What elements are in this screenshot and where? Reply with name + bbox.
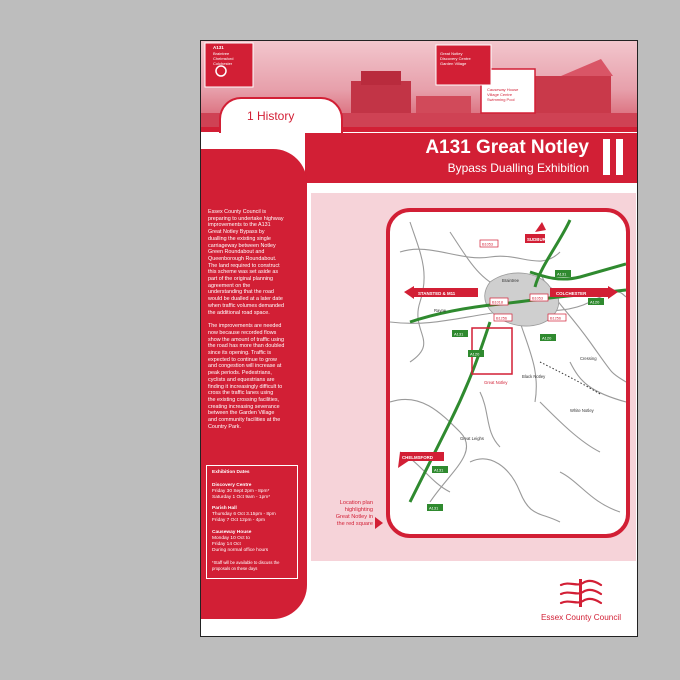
road-label: A120 bbox=[542, 335, 552, 341]
page-title: A131 Great Notley bbox=[425, 137, 589, 158]
sign-bottom-text bbox=[487, 87, 533, 102]
road-label: A131 bbox=[429, 505, 439, 511]
minor-road-label: B1053 bbox=[532, 296, 543, 301]
destination-label: STANSTED & M11 bbox=[418, 291, 456, 296]
place-label: White Notley bbox=[570, 408, 594, 413]
destination-label: CHELMSFORD bbox=[402, 455, 433, 460]
intro-line: and congestion will increase at bbox=[208, 363, 282, 370]
exhibition-poster bbox=[200, 40, 638, 637]
sign-line: Garden Village bbox=[440, 61, 467, 66]
road-label: A120 bbox=[470, 351, 480, 357]
staff-note: *Staff will be available to discuss the bbox=[212, 560, 280, 565]
essex-seaxes-logo-icon bbox=[531, 577, 631, 611]
place-label: Black Notley bbox=[522, 374, 546, 379]
council-logo bbox=[531, 577, 631, 627]
road-label: A120 bbox=[590, 299, 600, 305]
intro-line: part of the original planning bbox=[208, 276, 274, 283]
venue-line: Friday 30 Sept 2pm - 8pm* bbox=[212, 489, 270, 494]
title-bar bbox=[305, 133, 637, 183]
sign-line: Chelmsford bbox=[213, 55, 234, 61]
intro-line: carriageway between Notley bbox=[208, 242, 276, 249]
dualling-bars-icon bbox=[603, 139, 625, 175]
place-label-highlight: Great Notley bbox=[484, 380, 508, 385]
destination-label: SUDBURY bbox=[527, 237, 549, 242]
destination-label: COLCHESTER bbox=[556, 291, 587, 296]
exhibition-heading: Exhibition Dates bbox=[212, 470, 250, 475]
road-label: A131 bbox=[454, 331, 464, 337]
venue-line: Friday 7 Oct 12pm - 4pm bbox=[212, 518, 266, 523]
intro-line: dualling the existing single bbox=[208, 235, 271, 242]
intro-line: creating increasing severance bbox=[208, 403, 280, 410]
intro-line: show the amount of traffic using bbox=[208, 336, 285, 343]
intro-line: expected to continue to grow bbox=[208, 356, 277, 363]
intro-line: finding it increasingly difficult to bbox=[208, 383, 283, 390]
history-tab[interactable] bbox=[219, 97, 343, 133]
intro-line: Country Park. bbox=[208, 423, 241, 430]
intro-paragraph-2 bbox=[208, 323, 300, 430]
intro-paragraph-1 bbox=[208, 209, 300, 316]
intro-line: Great Notley Bypass by bbox=[208, 229, 265, 236]
caption-line: the red square bbox=[336, 521, 373, 527]
venue-line: During normal office hours bbox=[212, 548, 269, 553]
intro-line: cross the traffic lanes using bbox=[208, 390, 274, 397]
intro-line: understanding that the road bbox=[208, 289, 274, 296]
sign-line: Causeway House bbox=[487, 87, 519, 92]
map-caption bbox=[317, 500, 373, 528]
sign-left-text bbox=[213, 45, 253, 66]
intro-line: since its opening. Traffic is bbox=[208, 350, 272, 357]
sign-line: Village Centre bbox=[487, 92, 513, 97]
intro-line: peak periods. Pedestrians, bbox=[208, 370, 272, 377]
intro-line: and community facilities at the bbox=[208, 417, 281, 424]
place-label: Great Leighs bbox=[460, 436, 484, 441]
sign-line: Great Notley bbox=[440, 51, 463, 56]
minor-road-label: B1053 bbox=[482, 242, 493, 247]
road-label: A131 bbox=[557, 271, 567, 277]
venue-line: Friday 14 Oct bbox=[212, 542, 241, 547]
intro-line: Essex County Council is bbox=[208, 209, 267, 215]
location-map bbox=[386, 208, 630, 538]
info-sidebar bbox=[201, 149, 307, 619]
sign-line: Braintree bbox=[213, 50, 230, 56]
sign-line: Swimming Pool bbox=[487, 97, 515, 102]
intro-text bbox=[208, 209, 300, 438]
intro-line: The land required to construct bbox=[208, 262, 280, 269]
sign-line: A131 bbox=[213, 45, 224, 50]
sign-line: Colchester bbox=[213, 60, 233, 66]
intro-line: preparing to undertake highway bbox=[208, 215, 284, 222]
venue-line: Monday 10 Oct to bbox=[212, 536, 250, 541]
intro-line: The improvements are needed bbox=[208, 323, 282, 330]
venue-name: Parish Hall bbox=[212, 506, 237, 511]
caption-line: Great Notley in bbox=[335, 514, 373, 520]
venue-name: Causeway House bbox=[212, 530, 252, 535]
intro-line: this scheme was set aside as bbox=[208, 269, 279, 276]
intro-line: between the Garden Village bbox=[208, 410, 275, 417]
venue-line: Thursday 6 Oct 3.15pm - 8pm bbox=[212, 512, 276, 517]
intro-line: improvements to the A131 bbox=[208, 222, 271, 229]
intro-line: agreement on the bbox=[208, 282, 251, 289]
intro-line: Green Roundabout and bbox=[208, 249, 265, 256]
page-subtitle: Bypass Dualling Exhibition bbox=[447, 161, 589, 175]
history-tab-label: 1 History bbox=[247, 109, 295, 123]
venue-line: Saturday 1 Oct 9am - 1pm* bbox=[212, 495, 271, 500]
intro-line: now because recorded flows bbox=[208, 329, 277, 336]
intro-line: the existing crossing facilities, bbox=[208, 396, 280, 403]
staff-note: proposals on these days bbox=[212, 566, 258, 571]
road-label: A131 bbox=[434, 467, 444, 473]
intro-line: would be dualled at a later date bbox=[208, 296, 283, 303]
intro-line: the additional road space. bbox=[208, 309, 270, 316]
sign-right-text bbox=[440, 51, 490, 66]
minor-road-label: B1018 bbox=[492, 300, 503, 305]
caption-line: highlighting bbox=[344, 507, 373, 513]
venue-name: Discovery Centre bbox=[212, 483, 252, 488]
minor-road-label: B1256 bbox=[550, 316, 561, 321]
place-label: Rayne bbox=[434, 308, 447, 313]
minor-road-label: B1256 bbox=[496, 316, 507, 321]
place-label: Braintree bbox=[502, 278, 519, 283]
intro-line: when traffic volumes demanded bbox=[208, 302, 285, 309]
direction-arrow-icon bbox=[375, 517, 383, 529]
exhibition-dates-box bbox=[206, 465, 298, 579]
council-name: Essex County Council bbox=[540, 613, 622, 622]
caption-line: Location plan bbox=[339, 500, 373, 506]
intro-line: cyclists and equestrians are bbox=[208, 376, 275, 383]
intro-line: the road has more than doubled bbox=[208, 343, 285, 350]
sign-line: Discovery Centre bbox=[440, 56, 471, 61]
intro-line: Queenborough Roundabout. bbox=[208, 255, 277, 262]
place-label: Cressing bbox=[580, 356, 597, 361]
